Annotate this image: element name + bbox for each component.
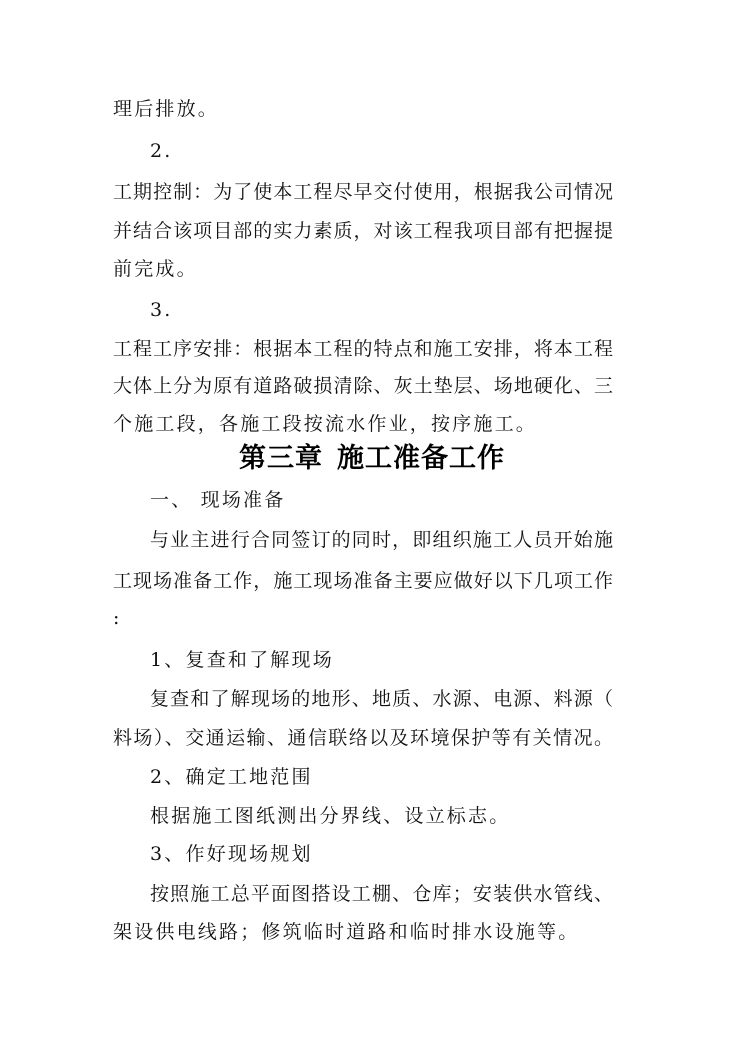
item-number-3: 3. <box>150 299 173 321</box>
subsection-2-title: 2、确定工地范围 <box>150 766 313 788</box>
chapter-heading <box>0 442 744 476</box>
subsection-1-title: 1、复查和了解现场 <box>150 649 334 671</box>
section-title: 一、 现场准备 <box>150 489 286 511</box>
section-intro-line-1: 与业主进行合同签订的同时，即组织施工人员开始施 <box>150 529 613 551</box>
section-intro-line-3: : <box>113 607 122 629</box>
item2-line-1: 工期控制：为了使本工程尽早交付使用，根据我公司情况 <box>113 181 613 203</box>
subsection-2-line: 根据施工图纸测出分界线、设立标志。 <box>150 805 511 827</box>
subsection-3-line-2: 架设供电线路；修筑临时道路和临时排水设施等。 <box>113 921 580 943</box>
chapter-number: 第三章 <box>239 443 323 474</box>
item3-line-2: 大体上分为原有道路破损清除、灰土垫层、场地硬化、三 <box>113 375 613 397</box>
subsection-3-title: 3、作好现场规划 <box>150 843 313 865</box>
chapter-title: 施工准备工作 <box>337 443 505 474</box>
item3-line-3: 个施工段，各施工段按流水作业，按序施工。 <box>113 413 538 435</box>
subsection-1-line-1: 复查和了解现场的地形、地质、水源、电源、料源（ <box>150 688 613 710</box>
subsection-3-line-1: 按照施工总平面图搭设工棚、仓库；安装供水管线、 <box>150 883 613 905</box>
subsection-1-line-2: 料场）、交通运输、通信联络以及环境保护等有关情况。 <box>113 727 613 749</box>
paragraph-continuation: 理后排放。 <box>113 98 220 120</box>
item2-line-3: 前完成。 <box>113 258 198 280</box>
item-number-2: 2. <box>150 140 173 162</box>
item2-line-2: 并结合该项目部的实力素质，对该工程我项目部有把握提 <box>113 220 613 242</box>
item3-line-1: 工程工序安排：根据本工程的特点和施工安排，将本工程 <box>113 338 613 360</box>
section-intro-line-2: 工现场准备工作，施工现场准备主要应做好以下几项工作 <box>113 570 613 592</box>
